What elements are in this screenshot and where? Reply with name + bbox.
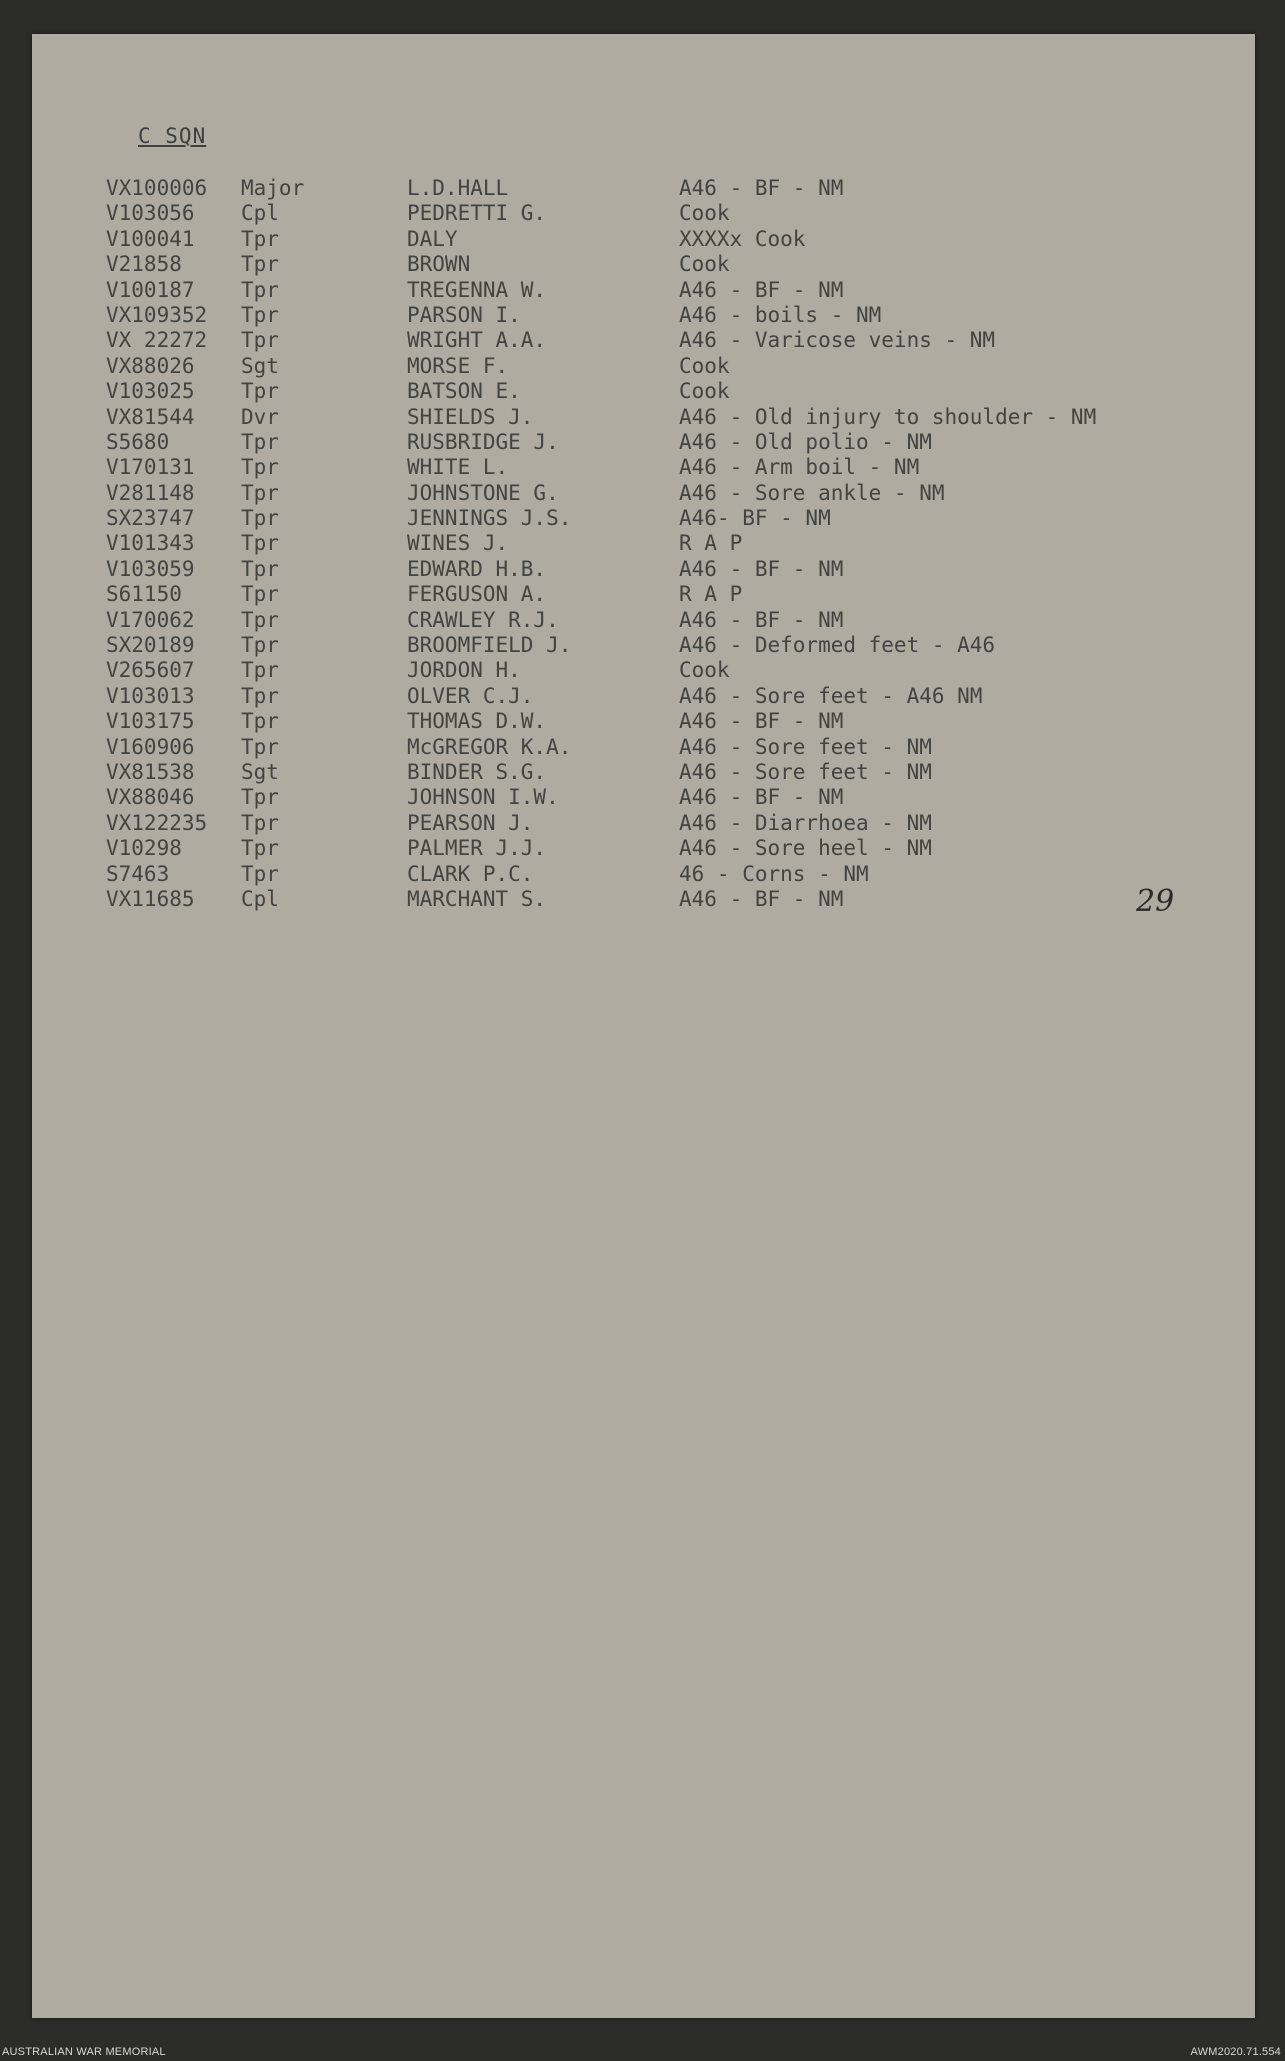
member-name: CLARK P.C. bbox=[407, 861, 534, 886]
service-number: SX20189 bbox=[106, 633, 195, 658]
member-name: JOHNSON I.W. bbox=[407, 785, 559, 810]
roll-row bbox=[32, 785, 1255, 810]
roll-row bbox=[32, 481, 1255, 506]
rank: Tpr bbox=[241, 658, 279, 683]
medical-note: A46 - BF - NM bbox=[679, 176, 844, 200]
member-name: RUSBRIDGE J. bbox=[407, 429, 559, 454]
roll-row bbox=[32, 709, 1255, 734]
roll-row bbox=[32, 201, 1255, 226]
roll-row bbox=[32, 252, 1255, 277]
member-name: PALMER J.J. bbox=[407, 836, 547, 861]
service-number: VX81544 bbox=[106, 404, 195, 429]
rank: Tpr bbox=[241, 861, 279, 886]
medical-note: A46 - Arm boil - NM bbox=[679, 455, 920, 480]
member-name: McGREGOR K.A. bbox=[407, 734, 572, 759]
roll-row bbox=[32, 582, 1255, 607]
member-name: L.D.HALL bbox=[407, 176, 509, 200]
medical-note: R A P bbox=[679, 582, 743, 607]
medical-note: A46 - BF - NM bbox=[679, 277, 844, 302]
member-name: TREGENNA W. bbox=[407, 277, 547, 302]
medical-note: XXXXx Cook bbox=[679, 226, 806, 251]
service-number: V103175 bbox=[106, 709, 195, 734]
roll-row bbox=[32, 455, 1255, 480]
rank: Cpl bbox=[241, 201, 279, 226]
roll-row bbox=[32, 557, 1255, 582]
service-number: V103059 bbox=[106, 556, 195, 581]
rank: Dvr bbox=[241, 404, 279, 429]
document-page bbox=[32, 34, 1255, 2018]
service-number: V265607 bbox=[106, 658, 195, 683]
roll-row bbox=[32, 405, 1255, 430]
member-name: JORDON H. bbox=[407, 658, 521, 683]
rank: Major bbox=[241, 176, 305, 200]
service-number: V103025 bbox=[106, 379, 195, 404]
member-name: SHIELDS J. bbox=[407, 404, 534, 429]
roll-row bbox=[32, 430, 1255, 455]
rank: Tpr bbox=[241, 785, 279, 810]
medical-note: A46 - boils - NM bbox=[679, 302, 882, 327]
medical-note: Cook bbox=[679, 252, 730, 277]
medical-note: A46- BF - NM bbox=[679, 506, 831, 531]
rank: Tpr bbox=[241, 582, 279, 607]
medical-note: Cook bbox=[679, 379, 730, 404]
roll-row bbox=[32, 379, 1255, 404]
service-number: V100187 bbox=[106, 277, 195, 302]
member-name: JENNINGS J.S. bbox=[407, 506, 572, 531]
member-name: OLVER C.J. bbox=[407, 683, 534, 708]
rank: Tpr bbox=[241, 252, 279, 277]
medical-note: Cook bbox=[679, 658, 730, 683]
member-name: BATSON E. bbox=[407, 379, 521, 404]
rank: Tpr bbox=[241, 556, 279, 581]
medical-note: A46 - Sore ankle - NM bbox=[679, 480, 945, 505]
roll-row bbox=[32, 506, 1255, 531]
rank: Sgt bbox=[241, 759, 279, 784]
medical-note: 46 - Corns - NM bbox=[679, 861, 869, 886]
service-number: SX23747 bbox=[106, 506, 195, 531]
service-number: S61150 bbox=[106, 582, 182, 607]
member-name: BROOMFIELD J. bbox=[407, 633, 572, 658]
rank: Tpr bbox=[241, 709, 279, 734]
member-name: FERGUSON A. bbox=[407, 582, 547, 607]
medical-note: A46 - Old polio - NM bbox=[679, 429, 932, 454]
service-number: V170062 bbox=[106, 607, 195, 632]
service-number: VX11685 bbox=[106, 886, 195, 911]
member-name: BROWN bbox=[407, 252, 471, 277]
roll-row bbox=[32, 227, 1255, 252]
squadron-heading: C SQN bbox=[138, 124, 207, 148]
rank: Cpl bbox=[241, 886, 279, 911]
service-number: S5680 bbox=[106, 429, 170, 454]
roll-row bbox=[32, 735, 1255, 760]
service-number: VX109352 bbox=[106, 302, 208, 327]
member-name: PEDRETTI G. bbox=[407, 201, 547, 226]
handwritten-page-number: 29 bbox=[1136, 884, 1175, 919]
roll-row bbox=[32, 328, 1255, 353]
member-name: WHITE L. bbox=[407, 455, 509, 480]
roll-row bbox=[32, 887, 1255, 912]
roll-row bbox=[32, 278, 1255, 303]
rank: Tpr bbox=[241, 683, 279, 708]
rank: Tpr bbox=[241, 480, 279, 505]
medical-note: A46 - Sore feet - NM bbox=[679, 734, 932, 759]
roll-row bbox=[32, 531, 1255, 556]
roll-row bbox=[32, 303, 1255, 328]
rank: Tpr bbox=[241, 836, 279, 861]
rank: Tpr bbox=[241, 506, 279, 531]
roll-row bbox=[32, 684, 1255, 709]
member-name: BINDER S.G. bbox=[407, 759, 547, 784]
service-number: V10298 bbox=[106, 836, 182, 861]
rank: Tpr bbox=[241, 379, 279, 404]
rank: Sgt bbox=[241, 353, 279, 378]
rank: Tpr bbox=[241, 429, 279, 454]
medical-note: A46 - Old injury to shoulder - NM bbox=[679, 404, 1097, 429]
member-name: THOMAS D.W. bbox=[407, 709, 547, 734]
member-name: MORSE F. bbox=[407, 353, 509, 378]
service-number: VX100006 bbox=[106, 176, 208, 200]
member-name: WINES J. bbox=[407, 531, 509, 556]
roll-row bbox=[32, 760, 1255, 785]
member-name: MARCHANT S. bbox=[407, 886, 547, 911]
service-number: V21858 bbox=[106, 252, 182, 277]
medical-note: A46 - Sore heel - NM bbox=[679, 836, 932, 861]
rank: Tpr bbox=[241, 277, 279, 302]
service-number: V100041 bbox=[106, 226, 195, 251]
service-number: V103013 bbox=[106, 683, 195, 708]
rank: Tpr bbox=[241, 455, 279, 480]
rank: Tpr bbox=[241, 810, 279, 835]
roll-row bbox=[32, 354, 1255, 379]
service-number: V281148 bbox=[106, 480, 195, 505]
archive-reference: AWM2020.71.554 bbox=[1190, 2046, 1281, 2058]
member-name: WRIGHT A.A. bbox=[407, 328, 547, 353]
medical-note: R A P bbox=[679, 531, 743, 556]
medical-note: A46 - BF - NM bbox=[679, 607, 844, 632]
roll-row bbox=[32, 658, 1255, 683]
roll-row bbox=[32, 633, 1255, 658]
service-number: VX 22272 bbox=[106, 328, 208, 353]
service-number: VX88026 bbox=[106, 353, 195, 378]
rank: Tpr bbox=[241, 607, 279, 632]
archive-credit: AUSTRALIAN WAR MEMORIAL bbox=[2, 2046, 166, 2058]
roll-row bbox=[32, 608, 1255, 633]
roll-row bbox=[32, 836, 1255, 861]
medical-note: Cook bbox=[679, 201, 730, 226]
member-name: EDWARD H.B. bbox=[407, 556, 547, 581]
rank: Tpr bbox=[241, 633, 279, 658]
roll-row bbox=[32, 176, 1255, 201]
medical-note: A46 - Varicose veins - NM bbox=[679, 328, 996, 353]
medical-note: A46 - BF - NM bbox=[679, 556, 844, 581]
rank: Tpr bbox=[241, 531, 279, 556]
rank: Tpr bbox=[241, 734, 279, 759]
medical-note: A46 - Diarrhoea - NM bbox=[679, 810, 932, 835]
rank: Tpr bbox=[241, 302, 279, 327]
service-number: V103056 bbox=[106, 201, 195, 226]
service-number: V170131 bbox=[106, 455, 195, 480]
member-name: CRAWLEY R.J. bbox=[407, 607, 559, 632]
nominal-roll-list bbox=[32, 176, 1255, 912]
medical-note: A46 - Deformed feet - A46 bbox=[679, 633, 996, 658]
service-number: S7463 bbox=[106, 861, 170, 886]
service-number: V101343 bbox=[106, 531, 195, 556]
medical-note: A46 - BF - NM bbox=[679, 886, 844, 911]
service-number: VX81538 bbox=[106, 759, 195, 784]
member-name: JOHNSTONE G. bbox=[407, 480, 559, 505]
rank: Tpr bbox=[241, 328, 279, 353]
medical-note: A46 - BF - NM bbox=[679, 785, 844, 810]
roll-row bbox=[32, 811, 1255, 836]
rank: Tpr bbox=[241, 226, 279, 251]
roll-row bbox=[32, 862, 1255, 887]
medical-note: A46 - Sore feet - NM bbox=[679, 759, 932, 784]
medical-note: A46 - Sore feet - A46 NM bbox=[679, 683, 983, 708]
member-name: DALY bbox=[407, 226, 458, 251]
service-number: VX122235 bbox=[106, 810, 208, 835]
medical-note: A46 - BF - NM bbox=[679, 709, 844, 734]
medical-note: Cook bbox=[679, 353, 730, 378]
service-number: V160906 bbox=[106, 734, 195, 759]
member-name: PEARSON J. bbox=[407, 810, 534, 835]
service-number: VX88046 bbox=[106, 785, 195, 810]
member-name: PARSON I. bbox=[407, 302, 521, 327]
